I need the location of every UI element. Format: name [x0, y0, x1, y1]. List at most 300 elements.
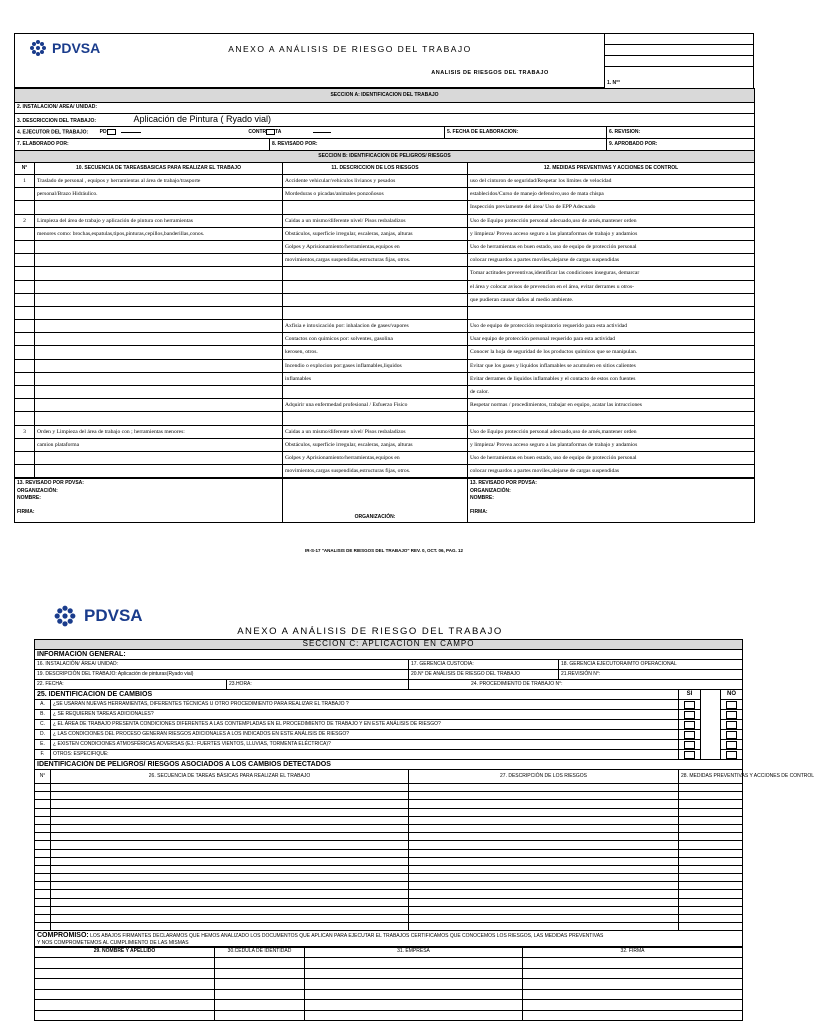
row-riesgo[interactable]: Accidente vehicular/vehiculos livianos y pesados	[283, 175, 468, 188]
number-cell-2[interactable]	[605, 45, 754, 56]
blank-medida[interactable]	[679, 792, 743, 800]
row-medida[interactable]: establecidos/Curso de manejo defensivo,uso de mata chispa	[468, 188, 755, 201]
elaborado-field[interactable]: 7. ELABORADO POR:	[15, 139, 270, 151]
blank-tarea[interactable]	[51, 816, 409, 824]
row-riesgo[interactable]	[283, 412, 468, 425]
hazard-row	[15, 280, 755, 293]
cambio-text: ¿ SE REQUIEREN TAREAS ADICIONALES?	[51, 710, 679, 720]
row-number[interactable]	[15, 451, 35, 464]
row-riesgo[interactable]: Caidas a un mismo/diferente nivel/ Pisos resbaladizos	[283, 214, 468, 227]
f18-field[interactable]: 18. GERENCIA EJECUTORA/MTO OPERACIONAL	[559, 660, 743, 670]
blank-riesgo[interactable]	[409, 784, 679, 792]
sig-empresa[interactable]	[305, 1010, 523, 1021]
sig-firma[interactable]	[523, 968, 743, 979]
contrata-label: CONTR TA	[248, 129, 282, 136]
sig-nombre[interactable]	[35, 1010, 215, 1021]
row-riesgo[interactable]	[283, 386, 468, 399]
section-b-rows	[15, 175, 755, 478]
sig-firma[interactable]	[523, 989, 743, 1000]
revisado-field[interactable]: 8. REVISADO POR:	[270, 139, 607, 151]
revision-field[interactable]: 6. REVISION:	[607, 127, 755, 139]
cambio-row	[35, 750, 743, 760]
blank-n[interactable]	[35, 882, 51, 890]
hazard-row	[15, 227, 755, 240]
sig-empresa[interactable]	[305, 979, 523, 990]
hazard-row	[15, 386, 755, 399]
signature-rows	[35, 958, 743, 1021]
blank-medida[interactable]	[679, 923, 743, 931]
blank-row	[35, 841, 743, 849]
blank-row	[35, 923, 743, 931]
row-medida[interactable]: Uso de equipo de protección respiratorio requerido para esta actividad	[468, 320, 755, 333]
blank-tarea[interactable]	[51, 784, 409, 792]
row-tarea[interactable]	[35, 412, 283, 425]
row-tarea[interactable]: Orden y Limpieza del área de trabajo con ; herramientas menores:	[35, 425, 283, 438]
row-medida[interactable]: Usar equipo de protección personal requerido para esta actividad	[468, 333, 755, 346]
blank-riesgo[interactable]	[409, 800, 679, 808]
cambio-si-checkbox[interactable]	[679, 730, 701, 740]
section-c-header: SECCION C: APLICACION EN CAMPO	[35, 640, 743, 650]
blank-row	[35, 784, 743, 792]
blank-medida[interactable]	[679, 898, 743, 906]
row-number[interactable]	[15, 359, 35, 372]
row-number[interactable]	[15, 254, 35, 267]
pdvsa-logo	[28, 38, 100, 58]
blank-medida[interactable]	[679, 841, 743, 849]
sig-cedula[interactable]	[215, 989, 305, 1000]
contrata-line	[313, 132, 331, 133]
row-number[interactable]	[15, 267, 35, 280]
f16-field[interactable]: 16. INSTALACIÓN/ ÁREA/ UNIDAD:	[35, 660, 409, 670]
cambio-row	[35, 730, 743, 740]
cambio-si-checkbox[interactable]	[679, 710, 701, 720]
row-tarea[interactable]	[35, 280, 283, 293]
blank-n[interactable]	[35, 890, 51, 898]
row-medida[interactable]: colocar resguardos a partes moviles,alejarse de cargas suspendidas	[468, 465, 755, 478]
cambio-letter: F.	[35, 750, 51, 760]
row-medida[interactable]: y limpieza/ Provea acceso seguro a las plantaformas de trabajo y andamios	[468, 227, 755, 240]
row-medida[interactable]: colocar resguardos a partes moviles,alejarse de cargas suspendidas	[468, 254, 755, 267]
hazard-row	[15, 359, 755, 372]
blank-tarea[interactable]	[51, 923, 409, 931]
f19-field[interactable]: 19. DESCRIPCIÓN DEL TRABAJO: Aplicación de pinturas(Ryado vial)	[35, 670, 409, 680]
cambio-si-checkbox[interactable]	[679, 750, 701, 760]
blank-tarea[interactable]	[51, 915, 409, 923]
blank-riesgo[interactable]	[409, 857, 679, 865]
row-number[interactable]: 3	[15, 425, 35, 438]
hazard-row	[15, 451, 755, 464]
col-medidas-header: 12. MEDIDAS PREVENTIVAS Y ACCIONES DE CONTROL	[468, 163, 755, 175]
row-tarea[interactable]	[35, 267, 283, 280]
blank-medida[interactable]	[679, 849, 743, 857]
contrata-checkbox[interactable]	[266, 129, 275, 135]
blank-n[interactable]	[35, 874, 51, 882]
rev-pdvsa-left[interactable]: 13. REVISADO POR PDVSA: ORGANIZACIÓN: NOMBRE: FIRMA:	[15, 479, 283, 523]
sig-nombre[interactable]	[35, 958, 215, 969]
blank-tarea[interactable]	[51, 833, 409, 841]
blank-n[interactable]	[35, 857, 51, 865]
cambio-no-checkbox[interactable]	[721, 700, 743, 710]
hazard-row	[15, 346, 755, 359]
hazard-row	[15, 267, 755, 280]
row-medida[interactable]: el área y colocar avisos de prevencion en el área, evitar derrames u otros-	[468, 280, 755, 293]
row-riesgo[interactable]	[283, 201, 468, 214]
row-medida[interactable]: Uso de herramientas en buen estado, uso de equipo de protección personal	[468, 451, 755, 464]
blank-medida[interactable]	[679, 833, 743, 841]
row-riesgo[interactable]	[283, 280, 468, 293]
blank-n[interactable]	[35, 906, 51, 914]
hazard-row	[15, 465, 755, 478]
row-number[interactable]	[15, 188, 35, 201]
blank-n[interactable]	[35, 865, 51, 873]
sig-firma[interactable]	[523, 979, 743, 990]
pd-checkbox[interactable]	[107, 129, 116, 135]
row-number[interactable]: 2	[15, 214, 35, 227]
no-header: NO	[721, 690, 743, 700]
blank-n[interactable]	[35, 898, 51, 906]
instalacion-field[interactable]: 2. INSTALACION/ AREA/ UNIDAD:	[15, 103, 755, 114]
sig-cedula[interactable]	[215, 979, 305, 990]
sig-nombre[interactable]	[35, 979, 215, 990]
section-b-header: SECCION B: IDENTIFICACION DE PELIGROS/ RIESGOS	[15, 151, 755, 163]
row-tarea[interactable]	[35, 320, 283, 333]
blank-n[interactable]	[35, 923, 51, 931]
cambio-no-checkbox[interactable]	[721, 750, 743, 760]
row-riesgo[interactable]: movimientos,cargas suspendidas,estructuras fijas, otros.	[283, 254, 468, 267]
section-a-header: SECCION A: IDENTIFICACION DEL TRABAJO	[15, 89, 755, 103]
blank-riesgo[interactable]	[409, 882, 679, 890]
sig-cedula[interactable]	[215, 968, 305, 979]
row-riesgo[interactable]: movimientos,cargas suspendidas,estructuras fijas, otros.	[283, 465, 468, 478]
hazard-row	[15, 175, 755, 188]
number-cell-1[interactable]	[605, 34, 754, 45]
f21-field[interactable]: 21.REVISIÓN N°:	[559, 670, 743, 680]
row-tarea[interactable]	[35, 372, 283, 385]
aprobado-field[interactable]: 9. APROBADO POR:	[607, 139, 755, 151]
row-riesgo[interactable]: Contactos con quimicos por: solventes, gasolina	[283, 333, 468, 346]
blank-tarea[interactable]	[51, 882, 409, 890]
hazard-row	[15, 240, 755, 253]
cambios-detail-rows	[35, 784, 743, 931]
blank-tarea[interactable]	[51, 849, 409, 857]
f24-field[interactable]: 24. PROCEDIMIENTO DE TRABAJO N°:	[409, 680, 743, 690]
blank-tarea[interactable]	[51, 865, 409, 873]
cambio-si-checkbox[interactable]	[679, 700, 701, 710]
blank-row	[35, 824, 743, 832]
row-number[interactable]	[15, 280, 35, 293]
row-number[interactable]	[15, 320, 35, 333]
row-riesgo[interactable]: inflamables	[283, 372, 468, 385]
c27-header: 27. DESCRIPCIÓN DE LOS RIESGOS	[409, 770, 679, 784]
blank-n[interactable]	[35, 841, 51, 849]
sig-cedula[interactable]	[215, 1000, 305, 1011]
blank-riesgo[interactable]	[409, 849, 679, 857]
blank-riesgo[interactable]	[409, 874, 679, 882]
blank-tarea[interactable]	[51, 906, 409, 914]
blank-tarea[interactable]	[51, 800, 409, 808]
blank-medida[interactable]	[679, 874, 743, 882]
fecha-elaboracion-field[interactable]: 5. FECHA DE ELABORACION:	[445, 127, 607, 139]
blank-riesgo[interactable]	[409, 890, 679, 898]
row-riesgo[interactable]: Axfisia e intoxicación por: inhalacion de gases/vapores	[283, 320, 468, 333]
row-riesgo[interactable]: Mordeduras o picadas/animales ponzoñosos	[283, 188, 468, 201]
row-riesgo[interactable]: Caidas a un mismo/diferente nivel/ Pisos resbaladizos	[283, 425, 468, 438]
blank-tarea[interactable]	[51, 857, 409, 865]
f22-field[interactable]: 22. FECHA:	[35, 680, 227, 690]
blank-medida[interactable]	[679, 890, 743, 898]
cambio-letter: A.	[35, 700, 51, 710]
blank-n[interactable]	[35, 808, 51, 816]
c26-header: 26. SECUENCIA DE TAREAS BÁSICAS PARA REALIZAR EL TRABAJO	[51, 770, 409, 784]
cambio-no-checkbox[interactable]	[721, 730, 743, 740]
blank-tarea[interactable]	[51, 841, 409, 849]
cambio-no-checkbox[interactable]	[721, 720, 743, 730]
blank-tarea[interactable]	[51, 808, 409, 816]
row-number[interactable]	[15, 399, 35, 412]
f17-field[interactable]: 17. GERENCIA CUSTODIA:	[409, 660, 559, 670]
row-medida[interactable]: Uso de Equipo protección personal adecuado,uso de arnés,mantener orden	[468, 214, 755, 227]
row-medida[interactable]	[468, 306, 755, 319]
hazard-row	[15, 412, 755, 425]
blank-riesgo[interactable]	[409, 792, 679, 800]
signature-row	[35, 968, 743, 979]
number-cell-3[interactable]	[605, 56, 754, 67]
row-medida[interactable]: Evitar que los gases y liquidos inflamables se acumulen en sitios calientes	[468, 359, 755, 372]
blank-riesgo[interactable]	[409, 865, 679, 873]
row-medida[interactable]: de calor.	[468, 386, 755, 399]
row-riesgo[interactable]: Adquirir una enfermedad profesional / Esfuerzo Fisico	[283, 399, 468, 412]
s29-header: 29. NOMBRE Y APELLIDO	[35, 947, 215, 958]
blank-medida[interactable]	[679, 808, 743, 816]
blank-riesgo[interactable]	[409, 915, 679, 923]
descripcion-label: 3. DESCRICCION DEL TRABAJO:	[17, 118, 97, 125]
row-number[interactable]	[15, 293, 35, 306]
sig-cedula[interactable]	[215, 958, 305, 969]
number-field[interactable]	[605, 67, 754, 89]
row-number[interactable]	[15, 333, 35, 346]
blank-row	[35, 882, 743, 890]
blank-medida[interactable]	[679, 824, 743, 832]
hazard-row	[15, 425, 755, 438]
row-tarea[interactable]	[35, 333, 283, 346]
row-riesgo[interactable]	[283, 267, 468, 280]
blank-tarea[interactable]	[51, 824, 409, 832]
section-c-table	[34, 639, 814, 948]
col-n-header: N°	[15, 163, 35, 175]
row-number[interactable]	[15, 227, 35, 240]
blank-riesgo[interactable]	[409, 816, 679, 824]
sig-nombre[interactable]	[35, 1000, 215, 1011]
cambio-row	[35, 720, 743, 730]
blank-n[interactable]	[35, 816, 51, 824]
row-tarea[interactable]: Traslado de personal , equipos y herramientas al área de trabajo/trasporte	[35, 175, 283, 188]
cambio-letter: B.	[35, 710, 51, 720]
blank-medida[interactable]	[679, 882, 743, 890]
section-b-table	[14, 150, 755, 478]
sig-empresa[interactable]	[305, 968, 523, 979]
row-number[interactable]	[15, 306, 35, 319]
row-tarea[interactable]	[35, 399, 283, 412]
signatures-table	[34, 946, 743, 1021]
f20-field[interactable]: 20.N° DE ANÁLISIS DE RIESGO DEL TRABAJO	[409, 670, 559, 680]
sig-firma[interactable]	[523, 1010, 743, 1021]
row-medida[interactable]: Tomar actitudes preventivas,identificar las condiciones inseguras, demarcar	[468, 267, 755, 280]
blank-riesgo[interactable]	[409, 824, 679, 832]
cambio-text: ¿ EL ÁREA DE TRABAJO PRESENTA CONDICIONES DIFERENTES A LAS CONTEMPLADAS EN EL PROCEDIMIENTO DE TRABAJO Y EN ESTE ANÁLISIS DE RIESGO?	[51, 720, 679, 730]
row-number[interactable]	[15, 240, 35, 253]
row-tarea[interactable]: Limpieza del área de trabajo y aplicación de pintura con herramientas	[35, 214, 283, 227]
cambio-letter: E.	[35, 740, 51, 750]
row-riesgo[interactable]	[283, 293, 468, 306]
row-medida[interactable]	[468, 412, 755, 425]
row-medida[interactable]: Uso de herramientas en buen estado, uso de equipo de protección personal	[468, 240, 755, 253]
blank-medida[interactable]	[679, 816, 743, 824]
blank-row	[35, 857, 743, 865]
row-medida[interactable]: y limpieza/ Provea acceso seguro a las plantaformas de trabajo y andamios	[468, 438, 755, 451]
blank-medida[interactable]	[679, 915, 743, 923]
row-number[interactable]	[15, 346, 35, 359]
sig-firma[interactable]	[523, 958, 743, 969]
cambio-no-checkbox[interactable]	[721, 710, 743, 720]
row-number[interactable]	[15, 412, 35, 425]
blank-n[interactable]	[35, 792, 51, 800]
row-number[interactable]: 1	[15, 175, 35, 188]
blank-row	[35, 898, 743, 906]
row-riesgo[interactable]: Obstáculos, superficie irregular, escaleras, zanjas, alturas	[283, 438, 468, 451]
row-number[interactable]	[15, 465, 35, 478]
section-a-table	[14, 88, 755, 151]
row-number[interactable]	[15, 372, 35, 385]
row-riesgo[interactable]	[283, 306, 468, 319]
row-riesgo[interactable]: Incendio o explocion por:gases inflamables,liquidos	[283, 359, 468, 372]
blank-riesgo[interactable]	[409, 808, 679, 816]
cambio-text: OTROS: ESPECIFIQUE:	[51, 750, 679, 760]
row-number[interactable]	[15, 438, 35, 451]
pdvsa-logo-icon	[28, 38, 48, 58]
row-tarea[interactable]	[35, 451, 283, 464]
s31-header: 31. EMPRESA	[305, 947, 523, 958]
row-riesgo[interactable]: Obstáculos, superficie irregular, escaleras, zanjas, alturas	[283, 227, 468, 240]
blank-tarea[interactable]	[51, 792, 409, 800]
cambio-si-checkbox[interactable]	[679, 740, 701, 750]
c28-header: 28. MEDIDAS PREVENTIVAS Y ACCIONES DE CONTROL	[679, 770, 743, 784]
blank-row	[35, 865, 743, 873]
blank-n[interactable]	[35, 824, 51, 832]
f23-field[interactable]: 23.HORA:	[227, 680, 409, 690]
hazard-row	[15, 372, 755, 385]
col-secuencia-header: 10. SECUENCIA DE TAREASBASICAS PARA REALIZAR EL TRABAJO	[35, 163, 283, 175]
si-header: SI	[679, 690, 701, 700]
row-number[interactable]	[15, 201, 35, 214]
row-tarea[interactable]	[35, 359, 283, 372]
row-number[interactable]	[15, 386, 35, 399]
organizacion-mid[interactable]: ORGANIZACIÓN:	[283, 479, 468, 523]
cambio-letter: D.	[35, 730, 51, 740]
sig-firma[interactable]	[523, 1000, 743, 1011]
sig-nombre[interactable]	[35, 989, 215, 1000]
row-medida[interactable]: uso del cinturon de seguridad/Respetar los limites de velocidad	[468, 175, 755, 188]
blank-medida[interactable]	[679, 906, 743, 914]
row-tarea[interactable]	[35, 293, 283, 306]
ejecutor-field[interactable]	[15, 127, 445, 139]
row-medida[interactable]: que pudieran causar daños al medio ambiente.	[468, 293, 755, 306]
blank-medida[interactable]	[679, 800, 743, 808]
blank-medida[interactable]	[679, 784, 743, 792]
row-medida[interactable]: Inspección previamente del área/ Uso de EPP Adecuado	[468, 201, 755, 214]
row-tarea[interactable]: camion plataforma	[35, 438, 283, 451]
rev-pdvsa-right[interactable]: 13. REVISADO POR PDVSA: ORGANIZACIÓN: NOMBRE: FIRMA:	[468, 479, 755, 523]
descripcion-field[interactable]	[15, 114, 755, 127]
row-tarea[interactable]	[35, 240, 283, 253]
row-tarea[interactable]	[35, 201, 283, 214]
cambio-si-checkbox[interactable]	[679, 720, 701, 730]
blank-riesgo[interactable]	[409, 906, 679, 914]
row-tarea[interactable]: menores como: brochas,espatulas,tipos,pinturas,cepillos,banderillas,conos.	[35, 227, 283, 240]
blank-medida[interactable]	[679, 857, 743, 865]
s30-header: 30.CEDULA DE IDENTIDAD	[215, 947, 305, 958]
blank-n[interactable]	[35, 915, 51, 923]
sig-nombre[interactable]	[35, 968, 215, 979]
row-medida[interactable]: Evitar derrames de liquidos inflamables y el contacto de estos con fuentes	[468, 372, 755, 385]
blank-riesgo[interactable]	[409, 841, 679, 849]
row-tarea[interactable]	[35, 254, 283, 267]
row-tarea[interactable]: personal/Brazo Hidráulico.	[35, 188, 283, 201]
sig-empresa[interactable]	[305, 1000, 523, 1011]
blank-n[interactable]	[35, 849, 51, 857]
pdvsa-logo-text: PDVSA	[52, 40, 101, 56]
sig-cedula[interactable]	[215, 1010, 305, 1021]
row-medida[interactable]: Uso de Equipo protección personal adecuado,uso de arnés,mantener orden	[468, 425, 755, 438]
number-box	[604, 33, 754, 89]
blank-n[interactable]	[35, 800, 51, 808]
blank-tarea[interactable]	[51, 898, 409, 906]
blank-riesgo[interactable]	[409, 923, 679, 931]
blank-riesgo[interactable]	[409, 833, 679, 841]
hazard-row	[15, 333, 755, 346]
row-medida[interactable]: Conocer la hoja de seguridad de los productos químicos que se manipulan.	[468, 346, 755, 359]
row-tarea[interactable]	[35, 386, 283, 399]
pd-line	[121, 132, 141, 133]
cambio-row	[35, 700, 743, 710]
row-riesgo[interactable]: kerosen, otros.	[283, 346, 468, 359]
blank-row	[35, 874, 743, 882]
blank-riesgo[interactable]	[409, 898, 679, 906]
signature-row	[35, 958, 743, 969]
blank-medida[interactable]	[679, 865, 743, 873]
compromiso-label: COMPROMISO:	[37, 932, 89, 940]
hazard-row	[15, 293, 755, 306]
row-riesgo[interactable]: Golpes y Aprisionamiento/herramientas,equipos en	[283, 240, 468, 253]
blank-n[interactable]	[35, 833, 51, 841]
row-medida[interactable]: Respetar normas / procedimientos, trabajar en equipo, acatar las intrucciones	[468, 399, 755, 412]
pdvsa-logo-text: PDVSA	[84, 606, 143, 625]
c-n-header: N°	[35, 770, 51, 784]
blank-n[interactable]	[35, 784, 51, 792]
pd-label: PD	[99, 129, 107, 136]
blank-tarea[interactable]	[51, 874, 409, 882]
pdvsa-logo-icon	[52, 603, 78, 629]
cambio-no-checkbox[interactable]	[721, 740, 743, 750]
blank-row	[35, 915, 743, 923]
row-tarea[interactable]	[35, 465, 283, 478]
blank-tarea[interactable]	[51, 890, 409, 898]
sig-empresa[interactable]	[305, 989, 523, 1000]
row-tarea[interactable]	[35, 346, 283, 359]
row-tarea[interactable]	[35, 306, 283, 319]
row-riesgo[interactable]: Golpes y Aprisionamiento/herramientas,equipos en	[283, 451, 468, 464]
sig-empresa[interactable]	[305, 958, 523, 969]
page-title-2: ANEXO A ANÁLISIS DE RIESGO DEL TRABAJO	[237, 626, 503, 637]
